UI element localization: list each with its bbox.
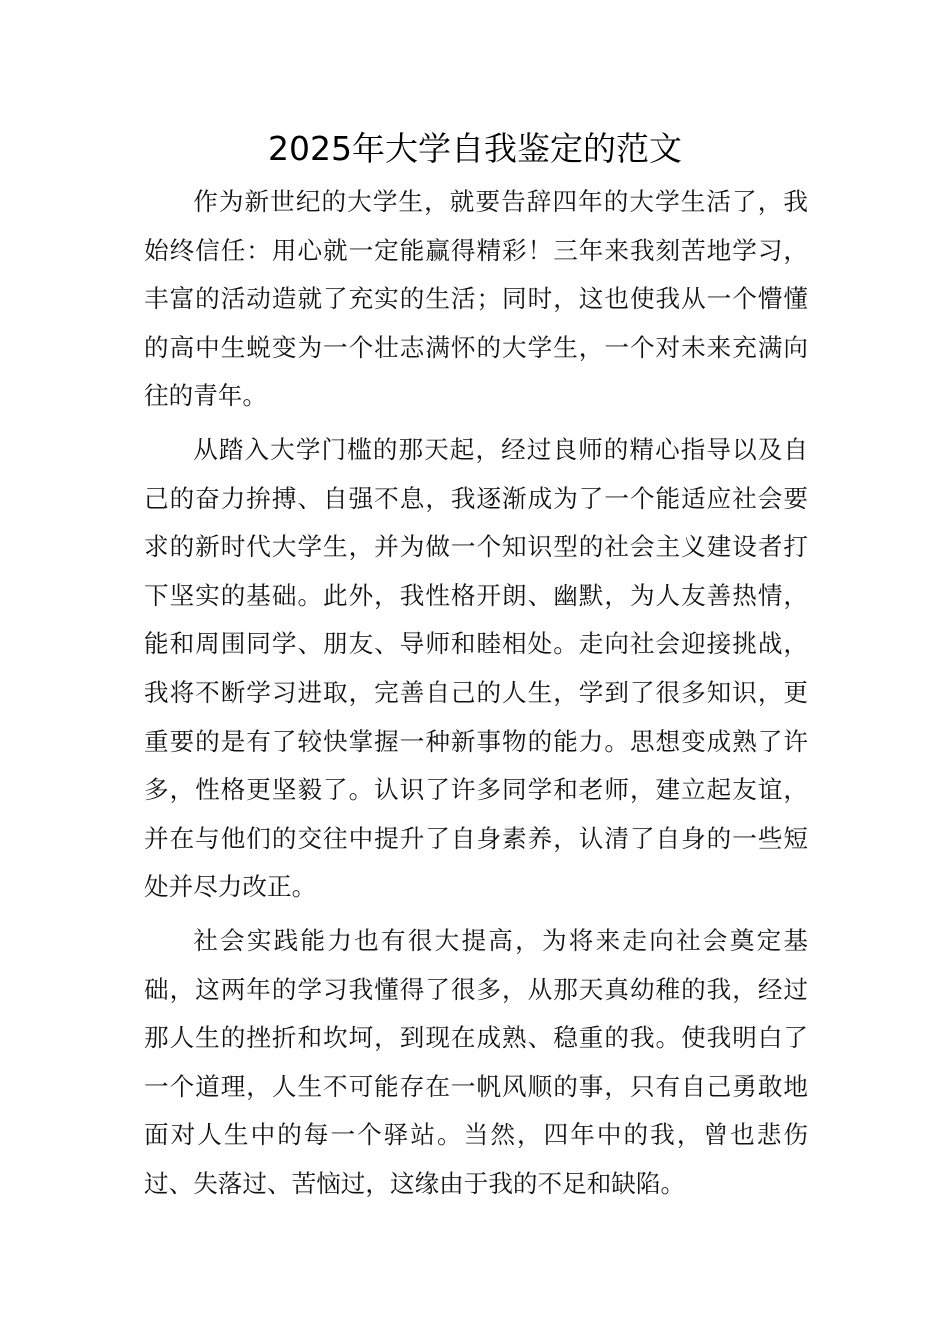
document-body [144, 178, 808, 1208]
document-title: 2025年大学自我鉴定的范文 [268, 129, 682, 168]
paragraph-3: 社会实践能力也有很大提高，为将来走向社会奠定基础，这两年的学习我懂得了很多，从那天真幼稚的我，经过那人生的挫折和坎坷，到现在成熟、稳重的我。使我明白了一个道理，人生不可能存在一帆风顺的事，只有自己勇敢地面对人生中的每一个驿站。当然，四年中的我，曾也悲伤过、失落过、苦恼过，这缘由于我的不足和缺陷。 [144, 925, 808, 1198]
paragraph-1: 作为新世纪的大学生，就要告辞四年的大学生活了，我始终信任：用心就一定能赢得精彩！三年来我刻苦地学习，丰富的活动造就了充实的生活；同时，这也使我从一个懵懂的高中生蜕变为一个壮志满怀的大学生，一个对未来充满向往的青年。 [144, 187, 808, 411]
paragraph-2: 从踏入大学门槛的那天起，经过良师的精心指导以及自己的奋力拚搏、自强不息，我逐渐成为了一个能适应社会要求的新时代大学生，并为做一个知识型的社会主义建设者打下坚实的基础。此外，我性格开朗、幽默，为人友善热情，能和周围同学、朋友、导师和睦相处。走向社会迎接挑战，我将不断学习进取，完善自己的人生，学到了很多知识，更重要的是有了较快掌握一种新事物的能力。思想变成熟了许多，性格更坚毅了。认识了许多同学和老师，建立起友谊，并在与他们的交往中提升了自身素养，认清了自身的一些短处并尽力改正。 [144, 434, 808, 902]
